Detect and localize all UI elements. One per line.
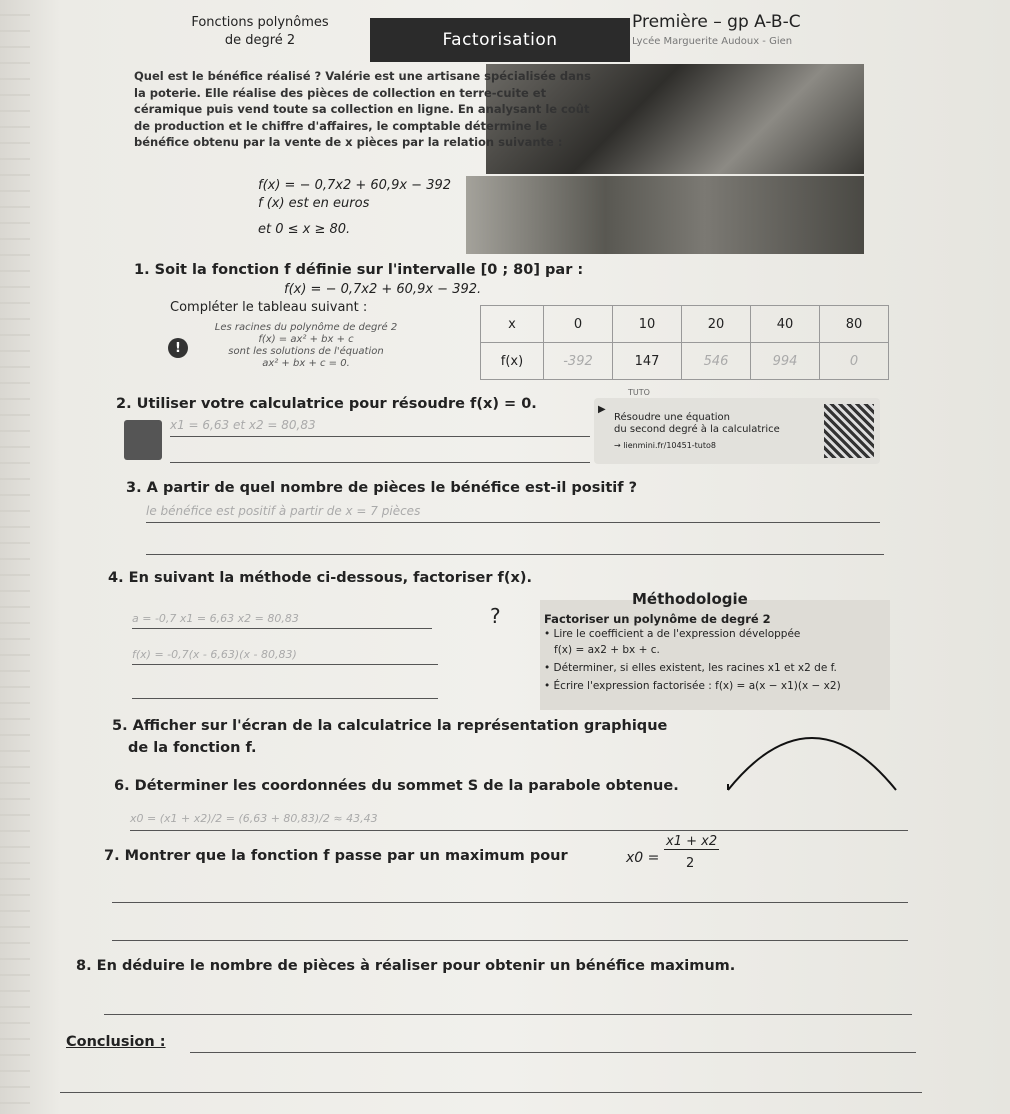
q7-answer-line1[interactable]	[112, 888, 908, 903]
calculator-tutorial-text	[614, 412, 824, 452]
q6-text: Déterminer les coordonnées du sommet S de la parabole obtenue.	[134, 778, 679, 794]
q6-statement	[114, 778, 679, 794]
values-table-x-cell: 40	[751, 306, 820, 343]
roots-note-line2: f(x) = ax² + bx + c	[258, 334, 354, 345]
roots-note	[196, 322, 416, 370]
parabola-curve	[728, 738, 896, 790]
header-chapter-line1: Fonctions polynômes	[191, 15, 329, 30]
q1-instruction: Compléter le tableau suivant :	[170, 300, 368, 315]
methodology-title: Méthodologie	[632, 590, 748, 608]
header-chapter-line2: de degré 2	[224, 33, 296, 48]
values-table-header-f: f(x)	[481, 343, 544, 380]
header-school: Lycée Marguerite Audoux - Gien	[632, 36, 793, 47]
calculator-icon	[124, 420, 162, 460]
conclusion-line2[interactable]	[60, 1080, 922, 1093]
header-class	[632, 12, 862, 62]
roots-note-line1: Les racines du polynôme de degré 2	[214, 322, 398, 333]
q1-text: Soit la fonction f définie sur l'intervalle [0 ; 80] par :	[154, 262, 584, 278]
q4-text: En suivant la méthode ci-dessous, factoriser f(x).	[128, 570, 532, 586]
parabola-sketch	[726, 726, 898, 792]
values-table-x-cell: 20	[682, 306, 751, 343]
conclusion-line1[interactable]	[190, 1040, 916, 1053]
header-title: Factorisation	[370, 18, 630, 62]
q2-label: 2.	[116, 396, 132, 412]
methodology-step2: • Déterminer, si elles existent, les racines x1 et x2 de f.	[544, 662, 837, 674]
values-table-x-cell: 80	[820, 306, 889, 343]
q3-statement	[126, 480, 637, 496]
q6-answer-line[interactable]: x0 = (x1 + x2)/2 = (6,63 + 80,83)/2 ≈ 43,43	[130, 812, 908, 831]
q8-answer-line[interactable]	[104, 1000, 912, 1015]
values-table-x-cell: 10	[613, 306, 682, 343]
intro-paragraph: Quel est le bénéfice réalisé ? Valérie est une artisane spécialisée dans la poterie. Elle réalise des pièces de collection en terre-cuite et céramique puis vend toute sa collection en ligne. En analysant le coût de production et le chiffre d'affaires, le comptable détermine le bénéfice obtenu par la vente de x pièces par la relation suivante :	[134, 69, 591, 149]
alert-icon: !	[168, 338, 188, 358]
q1-label: 1.	[134, 262, 150, 278]
values-table-x-cell: 0	[544, 306, 613, 343]
intro-domain: et 0 ≤ x ≥ 80.	[258, 222, 351, 237]
q7-formula-numerator: x1 + x2	[666, 834, 718, 849]
q8-label: 8.	[76, 958, 92, 974]
methodology-subtitle: Factoriser un polynôme de degré 2	[544, 612, 771, 626]
values-table-row-f	[481, 343, 889, 380]
values-table-f-cell[interactable]: 994	[751, 343, 820, 380]
roots-note-line4: ax² + bx + c = 0.	[262, 358, 350, 369]
binder-margin	[0, 0, 30, 1114]
q2-statement	[116, 396, 537, 412]
roots-note-line3: sont les solutions de l'équation	[228, 346, 384, 357]
header-chapter	[150, 14, 370, 62]
q2-text: Utiliser votre calculatrice pour résoudre f(x) = 0.	[136, 396, 537, 412]
q5-statement	[112, 718, 667, 734]
values-table-f-cell[interactable]: 0	[820, 343, 889, 380]
q4-answer-line3[interactable]	[132, 684, 438, 699]
values-table-row-x	[481, 306, 889, 343]
q1-statement	[134, 262, 583, 278]
q7-statement	[104, 848, 568, 864]
methodology-step1: • Lire le coefficient a de l'expression développée	[544, 628, 801, 640]
header-class-title: Première – gp A-B-C	[632, 12, 801, 32]
calculator-tutorial-title2: du second degré à la calculatrice	[614, 424, 780, 435]
values-table	[480, 305, 889, 380]
q2-answer-line1[interactable]: x1 = 6,63 et x2 = 80,83	[170, 418, 590, 437]
q7-text: Montrer que la fonction f passe par un maximum pour	[124, 848, 568, 864]
values-table-f-cell[interactable]: -392	[544, 343, 613, 380]
q3-answer-line1[interactable]: le bénéfice est positif à partir de x = 7 pièces	[146, 504, 880, 523]
q5-text: Afficher sur l'écran de la calculatrice la représentation graphique	[132, 718, 668, 734]
qr-code-icon	[824, 404, 874, 458]
q8-text: En déduire le nombre de pièces à réaliser pour obtenir un bénéfice maximum.	[96, 958, 736, 974]
methodology-step3: • Écrire l'expression factorisée : f(x) = a(x − x1)(x − x2)	[544, 680, 841, 692]
play-icon[interactable]: ▶	[598, 404, 606, 415]
q3-text: A partir de quel nombre de pièces le bénéfice est-il positif ?	[146, 480, 637, 496]
q3-label: 3.	[126, 480, 142, 496]
q2-answer-line2[interactable]	[170, 446, 590, 463]
q4-label: 4.	[108, 570, 124, 586]
methodology-step1-formula: f(x) = ax2 + bx + c.	[554, 644, 660, 656]
thinking-person-icon: ?	[490, 604, 501, 628]
calculator-tutorial-title1: Résoudre une équation	[614, 412, 731, 423]
tuto-label: TUTO	[628, 388, 650, 397]
values-table-header-x: x	[481, 306, 544, 343]
q1-formula: f(x) = − 0,7x2 + 60,9x − 392.	[284, 282, 482, 297]
q6-label: 6.	[114, 778, 130, 794]
q7-formula-denominator: 2	[686, 856, 695, 871]
values-table-f-cell[interactable]: 546	[682, 343, 751, 380]
q5-label: 5.	[112, 718, 128, 734]
q4-answer-line2[interactable]: f(x) = -0,7(x - 6,63)(x - 80,83)	[132, 648, 438, 665]
q8-statement	[76, 958, 735, 974]
q7-answer-line2[interactable]	[112, 926, 908, 941]
q5-text-line2: de la fonction f.	[128, 740, 257, 756]
pottery-photo-bottom	[466, 176, 864, 254]
values-table-f-cell: 147	[613, 343, 682, 380]
q4-answer-line1[interactable]: a = -0,7 x1 = 6,63 x2 = 80,83	[132, 612, 432, 629]
q4-statement	[108, 570, 532, 586]
conclusion-label: Conclusion :	[66, 1034, 166, 1050]
q7-label: 7.	[104, 848, 120, 864]
intro-unit: f (x) est en euros	[258, 196, 370, 211]
q3-answer-line2[interactable]	[146, 538, 884, 555]
calculator-tutorial-link[interactable]: → lienmini.fr/10451-tuto8	[614, 441, 716, 450]
q7-formula-lhs: x0 =	[626, 850, 660, 866]
intro-formula: f(x) = − 0,7x2 + 60,9x − 392	[258, 178, 452, 193]
